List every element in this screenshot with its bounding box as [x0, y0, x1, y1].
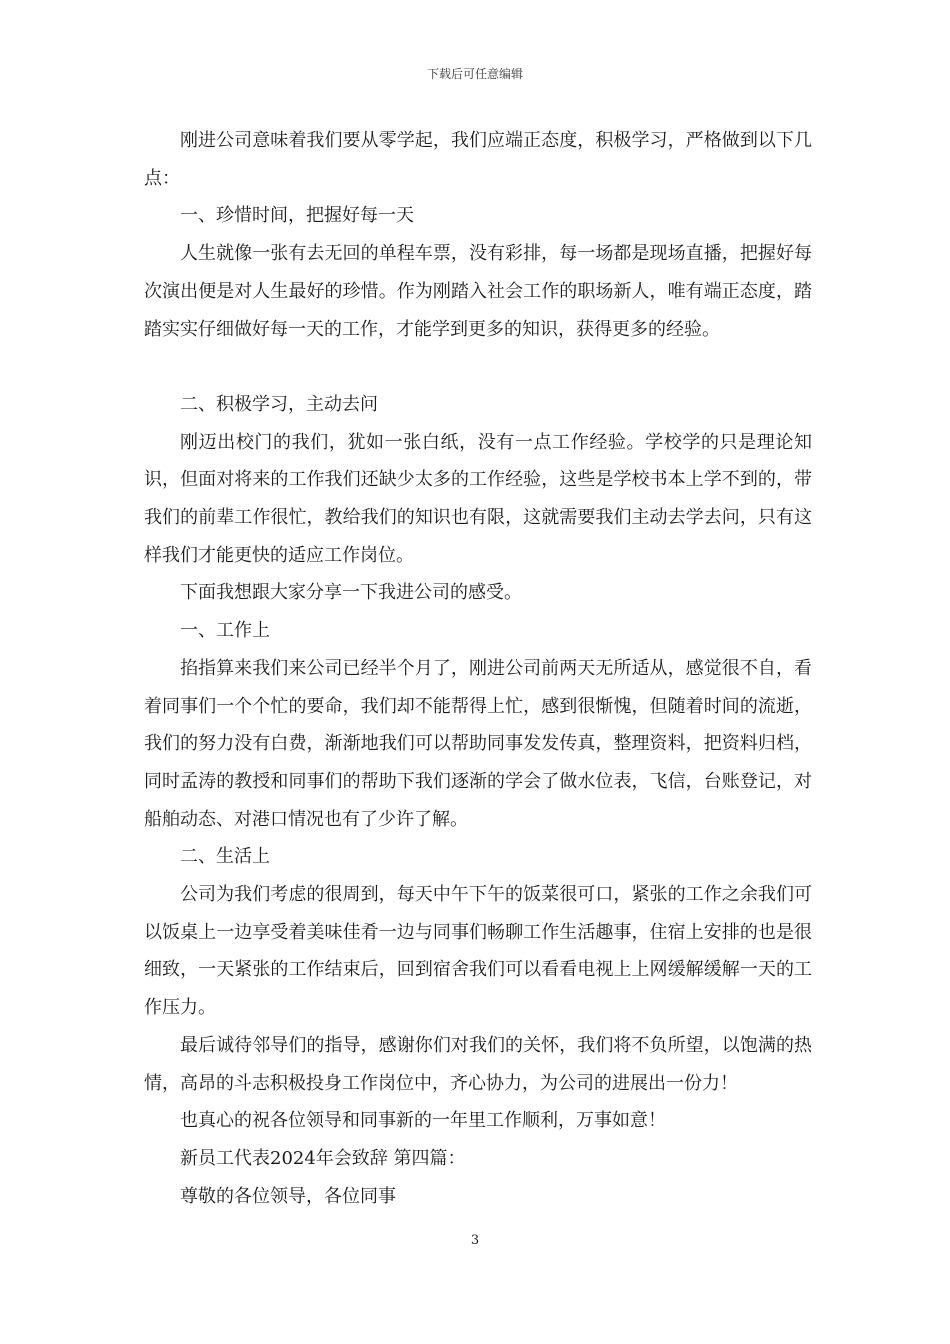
paragraph-at-work: 掐指算来我们来公司已经半个月了，刚进公司前两天无所适从，感觉很不自，看着同事们一个个忙的要命，我们却不能帮得上忙，感到很惭愧，但随着时间的流逝，我们的努力没有白费，渐渐地我们可以帮助同事发发传真，整理资料，把资料归档，同时孟涛的教授和同事们的帮助下我们逐渐的学会了做水位表，飞信，台账登记，对船舶动态、对港口情况也有了少许了解。 [144, 657, 812, 830]
paragraph-active-learning: 刚迈出校门的我们，犹如一张白纸，没有一点工作经验。学校学的只是理论知识，但面对将来的工作我们还缺少太多的工作经验，这些是学校书本上学不到的，带我们的前辈工作很忙，教给我们的知识也有限，这就需要我们主动去学去问，只有这样我们才能更快的适应工作岗位。 [144, 431, 812, 566]
paragraph-share-feelings: 下面我想跟大家分享一下我进公司的感受。 [180, 582, 522, 604]
paragraph-intro: 刚进公司意味着我们要从零学起，我们应端正态度，积极学习，严格做到以下几点： [144, 130, 812, 189]
heading-at-work: 一、工作上 [180, 620, 270, 642]
paragraph-cherish-time: 人生就像一张有去无回的单程车票，没有彩排，每一场都是现场直播，把握好每次演出便是对人生最好的珍惜。作为刚踏入社会工作的职场新人，唯有端正态度，踏踏实实仔细做好每一天的工作，才能学到更多的知识，获得更多的经验。 [144, 243, 812, 340]
page-number: 3 [470, 1233, 480, 1248]
salutation: 尊敬的各位领导，各位同事 [180, 1185, 396, 1207]
page-header: 下载后可任意编辑 [426, 67, 523, 81]
heading-in-life: 二、生活上 [180, 846, 270, 868]
paragraph-in-life: 公司为我们考虑的很周到，每天中午下午的饭菜很可口，紧张的工作之余我们可以饭桌上一边享受着美味佳肴一边与同事们畅聊工作生活趣事，住宿上安排的也是很细致，一天紧张的工作结束后，回到宿舍我们可以看看电视上上网缓解缓解一天的工作压力。 [144, 884, 812, 1019]
paragraph-wishes: 也真心的祝各位领导和同事新的一年里工作顺利，万事如意！ [180, 1110, 666, 1132]
document-body [144, 122, 812, 1215]
heading-cherish-time: 一、珍惜时间，把握好每一天 [180, 205, 414, 227]
heading-active-learning: 二、积极学习，主动去问 [180, 393, 378, 415]
blank-line [144, 348, 812, 386]
section-title-fourth: 新员工代表2024年会致辞 第四篇： [180, 1147, 466, 1169]
paragraph-gratitude: 最后诚待邻导们的指导，感谢你们对我们的关怀，我们将不负所望，以饱满的热情，高昂的斗志积极投身工作岗位中，齐心协力，为公司的进展出一份力！ [144, 1034, 812, 1094]
